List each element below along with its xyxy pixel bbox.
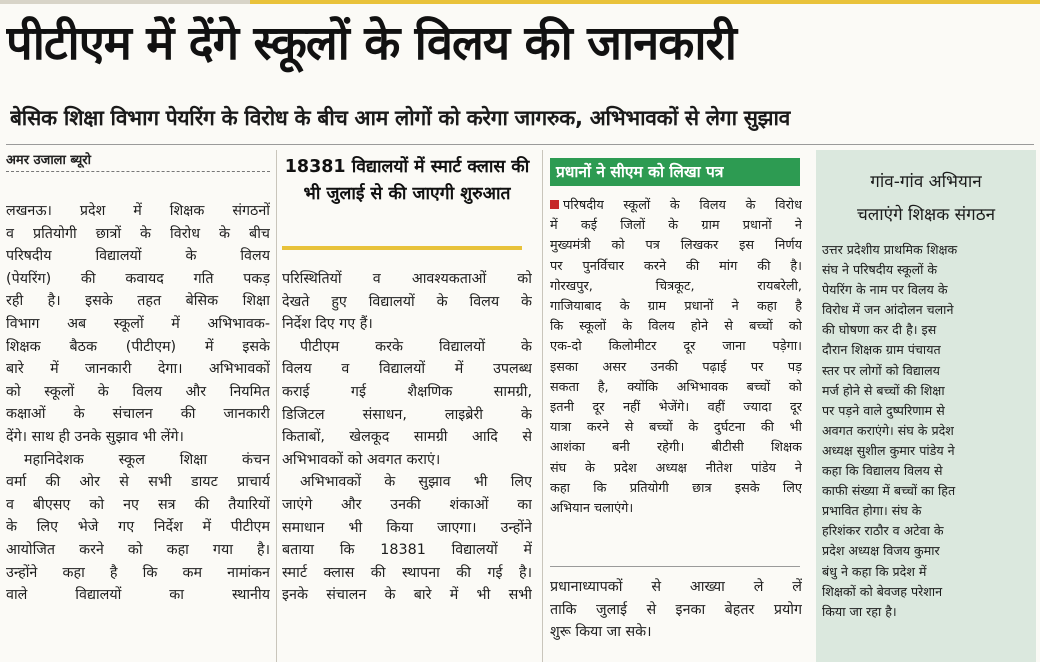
text-line: विलय व विद्यालयों में उपलब्ध (282, 361, 532, 378)
text-line: अध्यक्ष सुशील कुमार पांडेय ने (822, 442, 955, 458)
text-line: पीटीएम करके विद्यालयों के (300, 338, 532, 355)
text-line: आयोजित करने को कहा गया है। (6, 541, 270, 558)
text-line: किया जा रहा है। (822, 603, 897, 619)
article-column-1 (6, 200, 270, 662)
text-line: (पेयरिंग) की कवायद गति पकड़ (6, 270, 270, 287)
sidebar-heading-line: गांव-गांव अभियान (870, 172, 982, 192)
text-line: प्रदेश अध्यक्ष विजय कुमार (822, 543, 940, 559)
text-line: महानिदेशक स्कूल शिक्षा कंचन (24, 451, 270, 468)
sidebar-heading-pradhan: प्रधानों ने सीएम को लिखा पत्र (550, 158, 800, 186)
text-line: कहा कि विद्यालय विलय से (822, 463, 943, 479)
text-line: गाजियाबाद के ग्राम प्रधानों ने कहा है (550, 299, 802, 315)
text-line: बंधु ने कहा कि प्रदेश में (822, 563, 927, 579)
header-divider (6, 144, 1034, 145)
text-line: काफी संख्या में बच्चों का हित (822, 483, 956, 499)
text-line: शिक्षक बैठक (पीटीएम) में इसके (6, 338, 270, 355)
text-line: वाले विद्यालयों का स्थानीय (6, 587, 270, 604)
sidebar-heading-line: चलाएंगे शिक्षक संगठन (856, 205, 996, 225)
text-line: इसका असर उनकी पढ़ाई पर पड़ (550, 359, 802, 375)
article-column-4 (822, 240, 1034, 662)
text-line: कराई गई शैक्षणिक सामग्री, (282, 383, 532, 400)
sidebar-heading-teachers (822, 166, 1030, 232)
text-line: शुरू किया जा सके। (550, 624, 652, 641)
text-line: इतनी दूर नहीं भेजेंगे। वहीं ज्यादा दूर (550, 400, 802, 416)
column-divider (276, 150, 277, 662)
text-line: प्रधानाध्यापकों से आख्या ले लें (550, 579, 802, 595)
text-line: यात्रा करने से बच्चों के दुर्घटना की भी (550, 420, 802, 436)
article-column-2 (282, 268, 532, 662)
text-line: आशंका बनी रहेगी। बीटीसी शिक्षक (550, 440, 802, 456)
byline: अमर उजाला ब्यूरो (6, 150, 270, 172)
text-line: गोरखपुर, चित्रकूट, रायबरेली, (550, 278, 802, 294)
text-line: विभाग अब स्कूलों में अभिभावक- (6, 315, 270, 332)
top-rule (0, 0, 1040, 4)
text-line: रही है। इसके तहत बेसिक शिक्षा (6, 293, 270, 310)
text-line: स्मार्ट क्लास की स्थापना की गई है। (282, 564, 532, 581)
text-line: व प्रतियोगी छात्रों के विरोध के बीच (6, 225, 270, 242)
article-column-3-continued (550, 576, 802, 662)
text-line: देखते हुए विद्यालयों के विलय के (282, 293, 532, 310)
deck-headline: 18381 विद्यालयों में स्मार्ट क्लास की भी जुलाई से की जाएगी शुरुआत (284, 157, 530, 204)
text-line: अभिभावकों को अवगत कराएं। (282, 451, 441, 468)
text-line: उत्तर प्रदेशीय प्राथमिक शिक्षक (822, 242, 958, 257)
top-rule-accent (250, 0, 1040, 4)
headline: पीटीएम में देंगे स्कूलों के विलय की जानकारी (6, 16, 736, 71)
text-line: मुख्यमंत्री को पत्र लिखकर इस निर्णय (550, 238, 802, 254)
text-line: हरिशंकर राठौर व अटेवा के (822, 523, 944, 539)
text-line: स्तर पर लोगों को विद्यालय (822, 362, 940, 378)
text-line: पर पुनर्विचार करने की मांग की है। (550, 258, 802, 274)
article-column-3 (550, 196, 802, 576)
square-bullet-icon (550, 200, 559, 209)
text-line: एक-दो किलोमीटर दूर जाना पड़ेगा। (550, 339, 802, 355)
text-line (550, 196, 802, 216)
text-line: कहा कि प्रतियोगी छात्र इसके लिए (550, 480, 802, 496)
text-line: लखनऊ। प्रदेश में शिक्षक संगठनों (6, 203, 270, 219)
text-line: दौरान शिक्षक ग्राम पंचायत (822, 342, 941, 358)
text-line: व बीएसए को नए सत्र की तैयारियों (6, 496, 270, 513)
text-line: में कई जिलों के ग्राम प्रधानों ने (550, 218, 802, 234)
text-line: वर्मा की ओर से सभी डायट प्राचार्य (6, 474, 270, 491)
text-line: शिक्षकों को बेवजह परेशान (822, 583, 943, 599)
column-divider (542, 150, 543, 662)
text-line: संघ के प्रदेश अध्यक्ष नीतेश पांडेय ने (550, 460, 802, 476)
deck-underline (282, 246, 522, 250)
text-line: इनके संचालन के बारे में भी सभी (282, 587, 532, 604)
text-line: डिजिटल संसाधन, लाइब्रेरी के (282, 406, 532, 423)
text-line: जाएंगे और उनकी शंकाओं का (282, 496, 532, 513)
text-line: की घोषणा कर दी है। इस (822, 322, 937, 338)
section-divider (550, 566, 800, 567)
text-line: के लिए भेजे गए निर्देश में पीटीएम (6, 519, 270, 536)
text-line: परिषदीय विद्यालयों के विलय (6, 248, 270, 265)
text-line: समाधान भी किया जाएगा। उन्होंने (282, 519, 532, 536)
text-line: मर्ज होने से बच्चों की शिक्षा (822, 382, 945, 398)
subheadline: बेसिक शिक्षा विभाग पेयरिंग के विरोध के बीच आम लोगों को करेगा जागरुक, अभिभावकों से लेगा सुझाव (10, 106, 791, 130)
text-line: कक्षाओं के संचालन की जानकारी (6, 406, 270, 423)
text-line-span: परिषदीय स्कूलों के विलय के विरोध (563, 198, 802, 213)
text-line: देंगे। साथ ही उनके सुझाव भी लेंगे। (6, 428, 184, 445)
text-line: कि स्कूलों के विलय होने से बच्चों को (550, 319, 802, 335)
text-line: पेयरिंग के नाम पर विलय के (822, 282, 948, 298)
text-line: संघ ने परिषदीय स्कूलों के (822, 262, 938, 278)
text-line: सकता है, क्योंकि अभिभावक बच्चों को (550, 379, 802, 395)
text-line: किताबों, खेलकूद सामग्री आदि से (282, 429, 532, 446)
text-line: अवगत कराएंगे। संघ के प्रदेश (822, 422, 954, 438)
text-line: प्रभावित होगा। संघ के (822, 503, 922, 519)
text-line: को स्कूलों के विलय और नियमित (6, 383, 270, 400)
text-line: निर्देश दिए गए हैं। (282, 316, 373, 333)
text-line: अभिभावकों के सुझाव भी लिए (300, 474, 532, 491)
text-line: बताया कि 18381 विद्यालयों में (282, 542, 532, 559)
text-line: बारे में जानकारी देगा। अभिभावकों (6, 361, 270, 378)
text-line: विरोध में जन आंदोलन चलाने (822, 302, 954, 318)
text-line: ताकि जुलाई से इनका बेहतर प्रयोग (550, 601, 802, 618)
text-line: परिस्थितियों व आवश्यकताओं को (282, 271, 532, 287)
text-line: पर पड़ने वाले दुष्परिणाम से (822, 402, 945, 418)
text-line: उन्होंने कहा है कि कम नामांकन (6, 564, 270, 581)
text-line: अभियान चलाएंगे। (550, 501, 634, 517)
